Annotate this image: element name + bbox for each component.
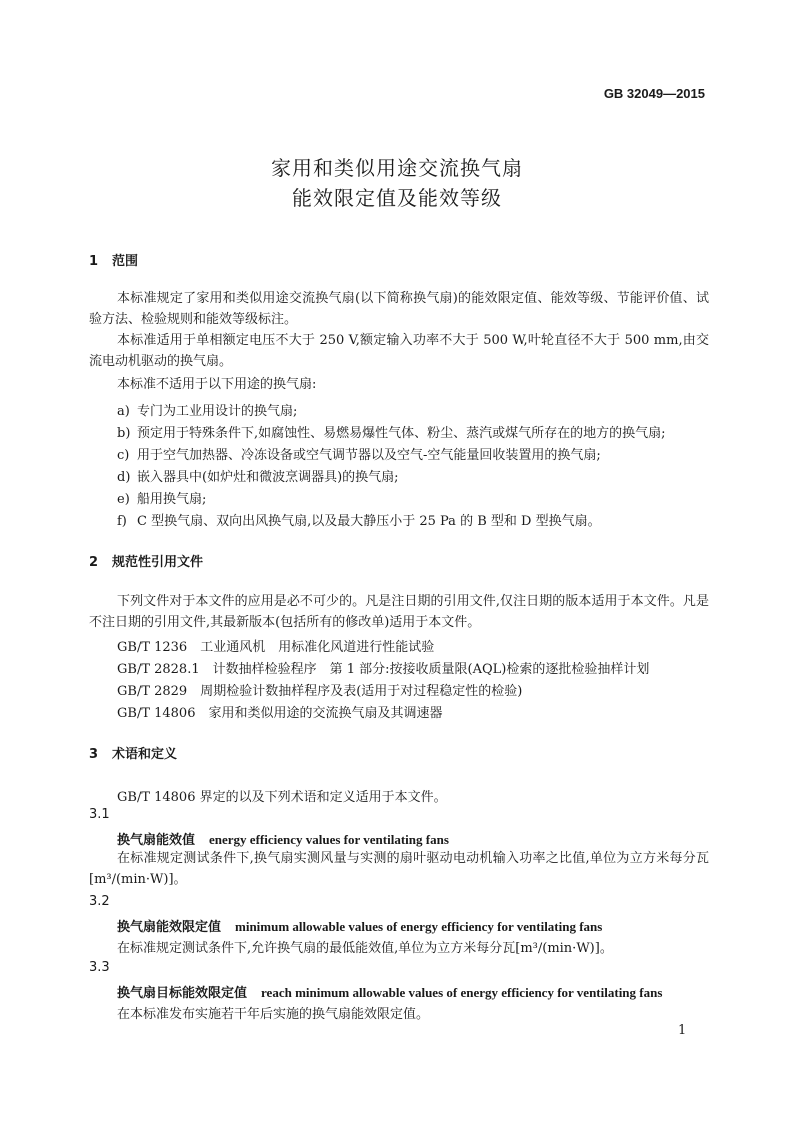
section-3-intro: GB/T 14806 界定的以及下列术语和定义适用于本文件。 <box>117 790 447 805</box>
section-1-paragraph-2: 本标准适用于单相额定电压不大于 250 V,额定输入功率不大于 500 W,叶轮直径不大于 500 mm,由交流电动机驱动的换气扇。 <box>89 333 709 369</box>
term-english: reach minimum allowable values of energy efficiency for ventilating fans <box>261 985 663 1000</box>
reference-item: GB/T 2828.1 计数抽样检验程序 第 1 部分:按接收质量限(AQL)检索的逐批检验抽样计划 <box>117 662 650 677</box>
list-item <box>117 466 399 485</box>
list-item-text: 船用换气扇; <box>137 492 207 507</box>
list-item-mark: b) <box>117 426 131 441</box>
standard-number: GB 32049—2015 <box>603 86 705 101</box>
term-heading <box>117 982 662 1001</box>
term-definition: 在标准规定测试条件下,允许换气扇的最低能效值,单位为立方米每分瓦[m³/(min·W)]。 <box>117 941 613 956</box>
document-title-line1: 家用和类似用途交流换气扇 <box>271 156 523 180</box>
list-item-text: C 型换气扇、双向出风换气扇,以及最大静压小于 25 Pa 的 B 型和 D 型换气扇。 <box>137 514 601 529</box>
reference-item: GB/T 2829 周期检验计数抽样程序及表(适用于对过程稳定性的检验) <box>117 684 523 699</box>
term-heading <box>117 829 449 848</box>
section-number: 3 <box>89 747 99 762</box>
term-definition: 在标准规定测试条件下,换气扇实测风量与实测的扇叶驱动电动机输入功率之比值,单位为立方米每分瓦[m³/(min·W)]。 <box>89 851 709 887</box>
list-item <box>117 488 206 507</box>
reference-item: GB/T 14806 家用和类似用途的交流换气扇及其调速器 <box>117 706 443 721</box>
section-1-paragraph-3: 本标准不适用于以下用途的换气扇: <box>117 377 317 392</box>
list-item-mark: c) <box>117 448 130 463</box>
section-number: 2 <box>89 555 99 570</box>
section-1-heading <box>89 250 138 269</box>
section-1-paragraph-1: 本标准规定了家用和类似用途交流换气扇(以下简称换气扇)的能效限定值、能效等级、节能评价值、试验方法、检验规则和能效等级标注。 <box>89 291 709 327</box>
list-item-text: 嵌入器具中(如炉灶和微波烹调器具)的换气扇; <box>137 470 399 485</box>
list-item-mark: f) <box>117 514 127 529</box>
section-title: 术语和定义 <box>112 747 178 762</box>
list-item <box>117 400 297 419</box>
list-item-mark: d) <box>117 470 131 485</box>
list-item-text: 专门为工业用设计的换气扇; <box>137 404 298 419</box>
list-item <box>117 444 601 463</box>
section-title: 规范性引用文件 <box>112 555 204 570</box>
section-title: 范围 <box>112 254 139 269</box>
reference-item: GB/T 1236 工业通风机 用标准化风道进行性能试验 <box>117 640 435 655</box>
section-3-heading <box>89 743 177 762</box>
section-2-heading <box>89 551 203 570</box>
document-title-line2: 能效限定值及能效等级 <box>292 186 502 210</box>
term-definition: 在本标准发布实施若干年后实施的换气扇能效限定值。 <box>117 1007 430 1022</box>
list-item-text: 用于空气加热器、冷冻设备或空气调节器以及空气-空气能量回收装置用的换气扇; <box>137 448 601 463</box>
list-item-mark: e) <box>117 492 130 507</box>
term-heading <box>117 916 602 935</box>
section-2-paragraph-1: 下列文件对于本文件的应用是必不可少的。凡是注日期的引用文件,仅注日期的版本适用于本文件。凡是不注日期的引用文件,其最新版本(包括所有的修改单)适用于本文件。 <box>89 594 709 630</box>
list-item <box>117 510 601 529</box>
section-number: 1 <box>89 254 99 269</box>
term-english: energy efficiency values for ventilating fans <box>209 832 449 847</box>
term-chinese: 换气扇能效限定值 <box>117 920 222 935</box>
list-item-text: 预定用于特殊条件下,如腐蚀性、易燃易爆性气体、粉尘、蒸汽或煤气所存在的地方的换气扇; <box>137 426 666 441</box>
clause-number: 3.1 <box>89 807 110 822</box>
list-item-mark: a) <box>117 404 130 419</box>
list-item <box>117 422 666 441</box>
page-number: 1 <box>678 1023 687 1038</box>
term-chinese: 换气扇目标能效限定值 <box>117 986 248 1001</box>
term-english: minimum allowable values of energy efficiency for ventilating fans <box>235 919 603 934</box>
clause-number: 3.3 <box>89 960 110 975</box>
clause-number: 3.2 <box>89 894 110 909</box>
term-chinese: 换气扇能效值 <box>117 833 196 848</box>
